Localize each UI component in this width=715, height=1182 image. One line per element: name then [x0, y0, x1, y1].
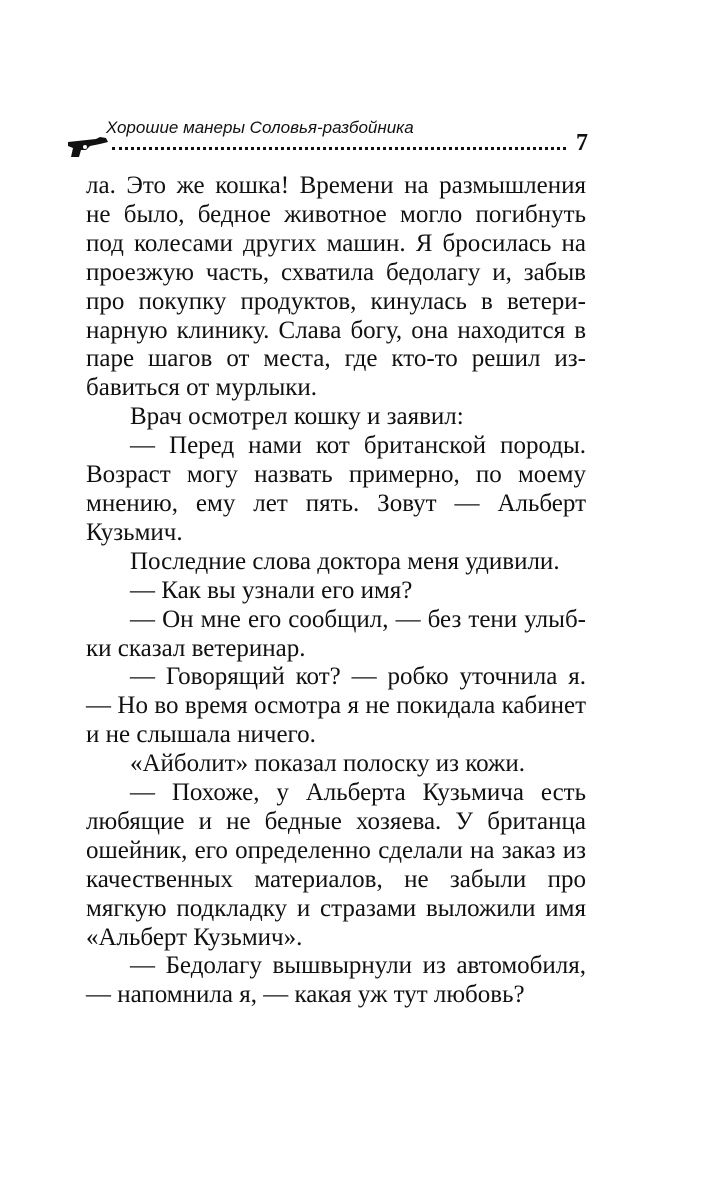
paragraph: — Бедолагу вышвырнули из автомобиля, — напомнила я, — какая уж тут любовь?: [86, 952, 586, 1009]
paragraph: Врач осмотрел кошку и заявил:: [130, 403, 464, 431]
running-title: Хорошие манеры Соловья-разбойника: [106, 118, 414, 137]
paragraph: — Похоже, у Альберта Кузьмича есть любящие и не бедные хозяева. У британца ошейник, его определенно сделали на заказ из качественных материалов, не забыли про мягкую подкладку и стразами выложили имя «Альберт Кузьмич».: [86, 779, 586, 951]
page-number: 7: [576, 130, 588, 156]
paragraph: — Как вы узнали его имя?: [130, 576, 413, 604]
body-text: [86, 172, 586, 1010]
leader-dots: [112, 147, 566, 150]
paragraph: «Айболит» показал полоску из кожи.: [130, 750, 525, 778]
paragraph: Последние слова доктора меня удивили.: [130, 547, 560, 575]
page-header: [66, 116, 592, 162]
paragraph: — Говорящий кот? — робко уточнила я. — Но во время осмотра я не покидала кабинет и не слышала ничего.: [86, 663, 586, 749]
paragraph: ла. Это же кошка! Времени на размышления не было, бедное животное могло погибнуть под колесами других машин. Я бросилась на проезжую часть, схватила бедолагу и, забыв про покупку продуктов, кинулась в ветеринарную клинику. Слава богу, она находится в паре шагов от места, где кто-то решил избавиться от мурлыки.: [86, 172, 586, 402]
revolver-icon: [66, 136, 110, 158]
paragraph: — Он мне его сообщил, — без тени улыбки сказал ветеринар.: [86, 605, 586, 662]
paragraph: — Перед нами кот британской породы. Возраст могу назвать примерно, по моему мнению, ему лет пять. Зовут — Альберт Кузьмич.: [86, 432, 586, 546]
